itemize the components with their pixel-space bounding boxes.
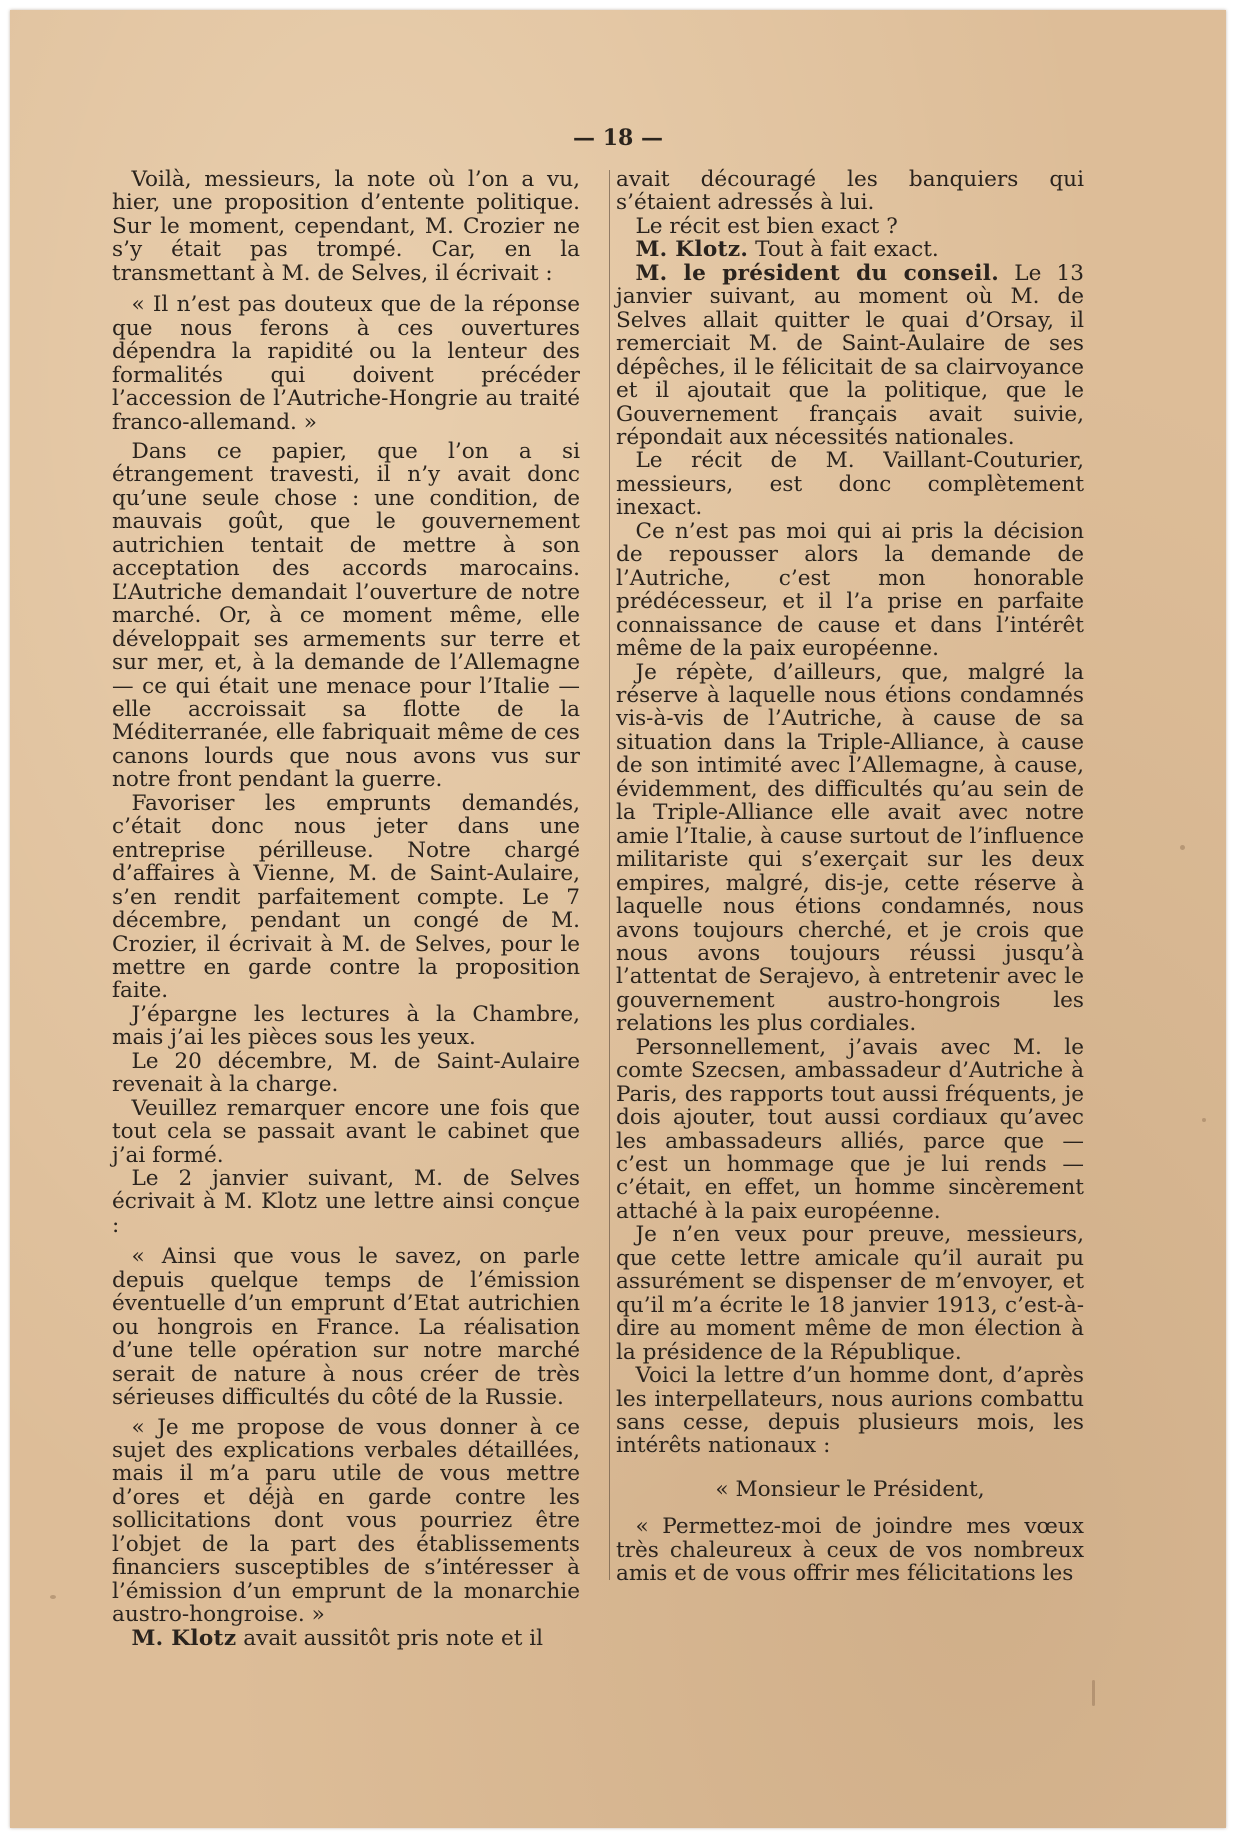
paper-stain: [1092, 1680, 1095, 1706]
speech-text: Le 13 janvier suivant, au moment où M. de Selves allait quitter le quai d’Orsay, il remerciait M. de Saint-Aulaire de ses dépêches, il le félicitait de sa clairvoyance et il ajoutait que la politique, que le Gouvernement français avait suivie, répondait aux nécessités nationales.: [616, 260, 1084, 450]
paragraph: Je n’en veux pour preuve, messieurs, que cette lettre amicale qu’il aurait pu assurément se dispenser de m’envoyer, et qu’il m’a écrite le 18 janvier 1913, c’est-à-dire au moment même de mon élection à la présidence de la République.: [616, 1222, 1084, 1365]
paragraph: Dans ce papier, que l’on a si étrangement travesti, il n’y avait donc qu’une seule chose : une condition, de mauvais goût, que le gouvernement autrichien tentait de mettre à son acceptation des accords marocains. L’Autriche demandait l’ouverture de notre marché. Or, à ce moment même, elle développait ses armements sur terre et sur mer, et, à la demande de l’Allemagne — ce qui était une menace pour l’Italie — elle accroissait sa flotte de la Méditerranée, elle fabriquait même de ces canons lourds que nous avons vus sur notre front pendant la guerre.: [112, 438, 580, 793]
speaker-name: M. Klotz.: [635, 237, 749, 263]
speaker-name: M. le président du conseil.: [635, 260, 1000, 286]
page-number: — 18 —: [573, 125, 663, 151]
speech-text: Tout à fait exact.: [755, 237, 939, 263]
speech-paragraph: [616, 262, 1084, 450]
speaker-name: M. Klotz: [131, 1625, 237, 1651]
paragraph: Le récit de M. Vaillant-Couturier, messieurs, est donc complètement inexact.: [616, 448, 1084, 521]
paragraph: « Je me propose de vous donner à ce sujet des explications verbales détaillées, mais il m’a paru utile de vous mettre d’ores et déjà en garde contre les sollicitations dont vous pourriez être l’objet de la part des établissements financiers susceptibles de s’intéresser à l’émission d’un emprunt de la monarchie austro-hongroise. »: [112, 1414, 580, 1628]
left-text-column: [112, 168, 580, 1650]
paragraph: Le 2 janvier suivant, M. de Selves écrivait à M. Klotz une lettre ainsi conçue :: [112, 1166, 580, 1238]
letter-salutation: « Monsieur le Président,: [715, 1476, 985, 1502]
paragraph: Je répète, d’ailleurs, que, malgré la réserve à laquelle nous étions condamnés vis-à-vis de l’Autriche, à cause de sa situation dans la Triple-Alliance, à cause de son intimité avec l’Allemagne, à cause, évidemment, des difficultés qu’au sein de la Triple-Alliance elle avait avec notre amie l’Italie, à cause surtout de l’influence militariste qui s’exerçait sur les deux empires, malgré, dis-je, cette réserve à laquelle nous étions condamnés, nous avons toujours cherché, et je crois que nous avons toujours réussi jusqu’à l’attentat de Serajevo, à entretenir avec le gouvernement austro-hongrois les relations les plus cordiales.: [616, 659, 1084, 1037]
paragraph: J’épargne les lectures à la Chambre, mais j’ai les pièces sous les yeux.: [112, 1001, 580, 1051]
paper-stain: [50, 1595, 56, 1599]
paragraph: Voici la lettre d’un homme dont, d’après les interpellateurs, nous aurions combattu sans cesse, depuis plusieurs mois, les intérêts nationaux :: [616, 1363, 1084, 1459]
paragraph: Ce n’est pas moi qui ai pris la décision de repousser alors la demande de l’Autriche, c’est mon honorable prédécesseur, et il l’a prise en parfaite connaissance de cause et dans l’intérêt même de la paix européenne.: [616, 518, 1084, 662]
speech-paragraph: [616, 238, 1084, 261]
paragraph: Voilà, messieurs, la note où l’on a vu, hier, une proposition d’entente politique. Sur le moment, cependant, M. Crozier ne s’y était pas trompé. Car, en la transmettant à M. de Selves, il écrivait :: [112, 167, 580, 286]
paragraph: Le récit est bien exact ?: [635, 213, 898, 239]
paragraph: Le 20 décembre, M. de Saint-Aulaire revenait à la charge.: [112, 1048, 580, 1098]
paragraph: Veuillez remarquer encore une fois que tout cela se passait avant le cabinet que j’ai formé.: [112, 1095, 580, 1168]
quoted-paragraph: « Il n’est pas douteux que de la réponse que nous ferons à ces ouvertures dépendra la rapidité ou la lenteur des formalités qui doivent précéder l’accession de l’Autriche-Hongrie au traité franco-allemand. »: [112, 292, 580, 435]
paragraph: Favoriser les emprunts demandés, c’était donc nous jeter dans une entreprise périlleuse. Notre chargé d’affaires à Vienne, M. de Saint-Aulaire, s’en rendit parfaitement compte. Le 7 décembre, pendant un congé de M. Crozier, il écrivait à M. de Selves, pour le mettre en garde contre la proposition faite.: [112, 790, 580, 1004]
right-text-column: [616, 168, 1084, 1586]
continued-paragraph: avait découragé les banquiers qui s’étaient adressés à lui.: [616, 167, 1084, 216]
document-page: [10, 10, 1226, 1828]
paper-stain: [1180, 845, 1185, 850]
quoted-paragraph: « Ainsi que vous le savez, on parle depuis quelque temps de l’émission éventuelle d’un emprunt d’Etat autrichien ou hongrois en France. La réalisation d’une telle opération sur notre marché serait de nature à nous créer de très sérieuses difficultés du côté de la Russie.: [112, 1244, 580, 1411]
column-divider: [609, 170, 610, 1580]
paragraph: Personnellement, j’avais avec M. le comte Szecsen, ambassadeur d’Autriche à Paris, des rapports tout aussi fréquents, je dois ajouter, tout aussi cordiaux qu’avec les ambassadeurs alliés, parce que — c’est un hommage que je lui rends — c’était, en effet, un homme sincèrement attaché à la paix européenne.: [616, 1034, 1084, 1224]
paper-stain: [1202, 1118, 1206, 1122]
paragraph: « Permettez-moi de joindre mes vœux très chaleureux à ceux de vos nombreux amis et de vous offrir mes félicitations les: [616, 1514, 1084, 1587]
speech-text: avait aussitôt pris note et il: [243, 1625, 544, 1651]
speech-paragraph: [112, 1627, 580, 1650]
